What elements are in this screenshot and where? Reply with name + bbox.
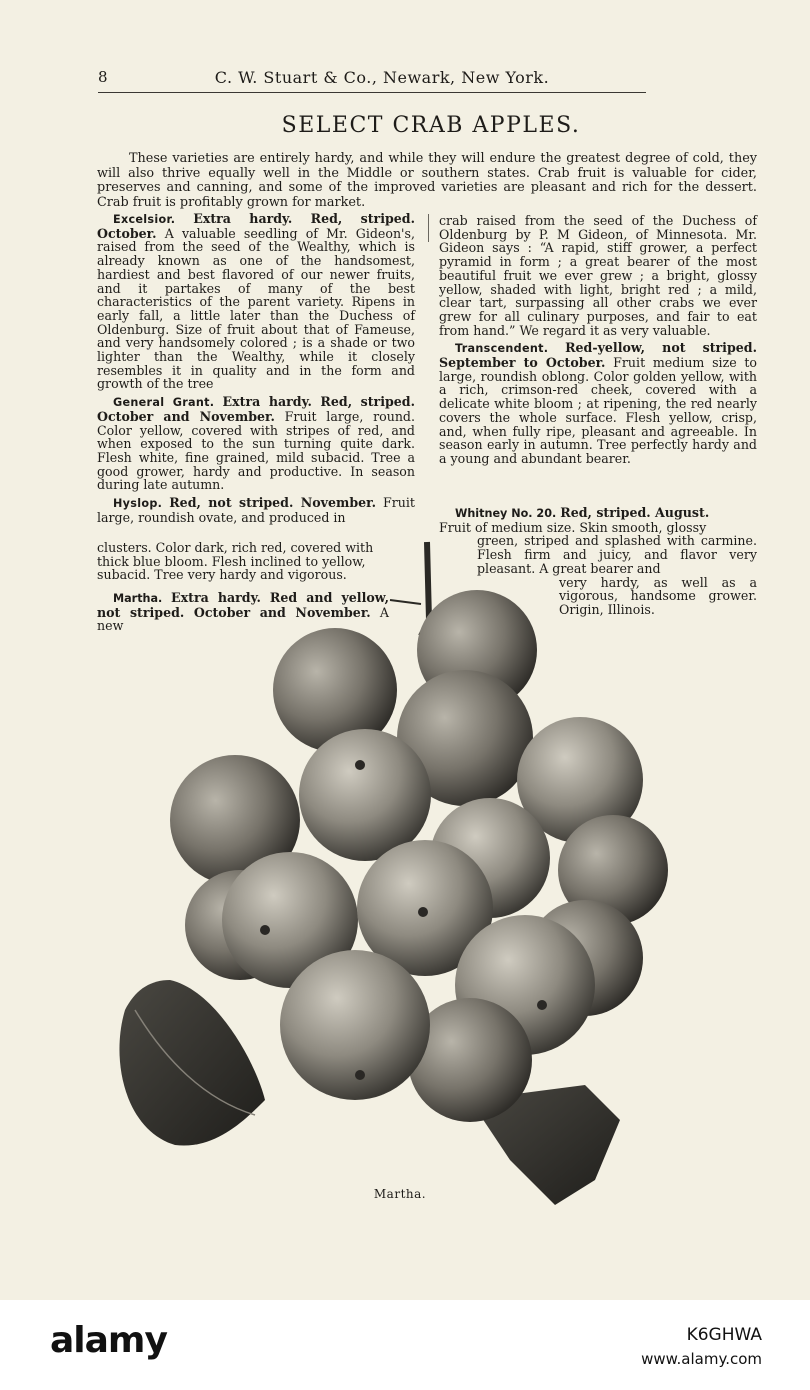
variety-traits: Red, not striped. November. [169,495,377,511]
apple-calyx [260,925,270,935]
variety-traits: Extra hardy. Red, striped. October and November. [97,394,415,424]
variety-traits: Red-yellow, not striped. September to October. [439,340,757,371]
martha-continued: crab raised from the seed of the Duchess of Oldenburg by P. M Gideon, of Minnesota. Mr. Gideon says : “A rapid, stiff grower, a perfect pyramid in form ; a great bearer of the most beautiful fruit we ever grew ; a bright, glossy yellow, shaded with light, bright red ; a mild, clear tart, surpassing all other crabs we ever grew for all culinary purposes, and fair to eat from hand.” We regard it as very valuable. [439,213,757,338]
apple [280,950,430,1100]
page-title: SELECT CRAB APPLES. [281,113,581,138]
variety-traits: Extra hardy. Red and yellow, not striped. October and November. [97,590,389,620]
variety-traits: Red, striped. August. [560,505,710,520]
whitney-heading-line [439,506,757,521]
entry-hyslop [97,496,415,524]
variety-description: Fruit large, round. Color yellow, covered with stripes of red, and when exposed to the sun turning quite dark. Flesh white, fine grained, mild subacid. Tree a good grower, hardy and productive. In season during late autumn. [97,408,415,493]
entry-transcendent [439,341,757,465]
variety-description: A new [97,604,389,634]
left-column [97,212,415,528]
stem-branch [390,600,421,604]
variety-name: Excelsior. [113,213,176,226]
variety-name: Transcendent. [455,342,549,356]
variety-description-end: very hardy, as well as a vigorous, handsome grower. Origin, Illinois. [559,574,757,617]
right-column [439,214,757,470]
apple-calyx [355,1070,365,1080]
running-head: C. W. Stuart & Co., Newark, New York. [214,68,550,87]
variety-name: Whitney No. 20. [455,507,557,520]
brand-logo: alamy [50,1320,167,1361]
image-id: K6GHWA [686,1325,762,1345]
variety-description: Fruit of medium size. Skin smooth, glossy [439,519,707,535]
footer-url: www.alamy.com [641,1350,762,1368]
column-divider [428,214,429,242]
variety-name: General Grant. [113,396,215,410]
variety-description: Fruit medium size to large, roundish oblong. Color golden yellow, with a rich, crimson-red cheek, covered with a delicate white bloom ; at ripening, the red nearly covers the whole surface. Flesh yellow, crisp, and, when fully ripe, pleasant and agreeable. In season early in autumn. Tree perfectly hardy and a young and abundant bearer. [439,355,757,466]
variety-traits: Extra hardy. Red, striped. October. [97,211,415,241]
leaf-left [119,980,265,1146]
intro-paragraph: These varieties are entirely hardy, and while they will endure the greatest degree of cold, they will also thrive equally well in the Middle or southern states. Crab fruit is valuable for cider, preserves and canning, and some of the improved varieties are pleasant and rich for the dessert. Crab fruit is profitably grown for market. [97,151,757,210]
apple-calyx [418,907,428,917]
stock-watermark-footer [0,1300,810,1390]
variety-name: Martha. [113,592,163,605]
variety-name: Hyslop. [113,497,163,511]
page-number: 8 [98,68,108,86]
variety-description: A valuable seedling of Mr. Gideon's, raised from the seed of the Wealthy, which is already known as one of the handsomest, hardiest and best flavored of our newer fruits, and it partakes of many of the best characteristics of the parent variety. Ripens in early fall, a little later than the Duchess of Oldenburg. Size of fruit about that of Fameuse, and very handsomely colored ; is a shade or two lighter than the Wealthy, while it closely resembles it in quality and in the form and growth of the tree [97,225,415,392]
apple-calyx [537,1000,547,1010]
apple-calyx [355,760,365,770]
crab-apple-cluster-photo [105,540,685,1210]
variety-description: Fruit large, roundish ovate, and produced in [97,495,415,525]
entry-general-grant [97,395,415,492]
figure-caption: Martha. [373,1187,427,1201]
entry-excelsior [97,212,415,391]
variety-description-continued: green, striped and splashed with carmine. Flesh firm and juicy, and flavor very pleasant. A great bearer and [477,533,757,576]
apple [299,729,431,861]
hyslop-description-continued: clusters. Color dark, rich red, covered with thick blue bloom. Flesh inclined to yellow, subacid. Tree very hardy and vigorous. [97,540,374,583]
page-header [98,66,646,93]
